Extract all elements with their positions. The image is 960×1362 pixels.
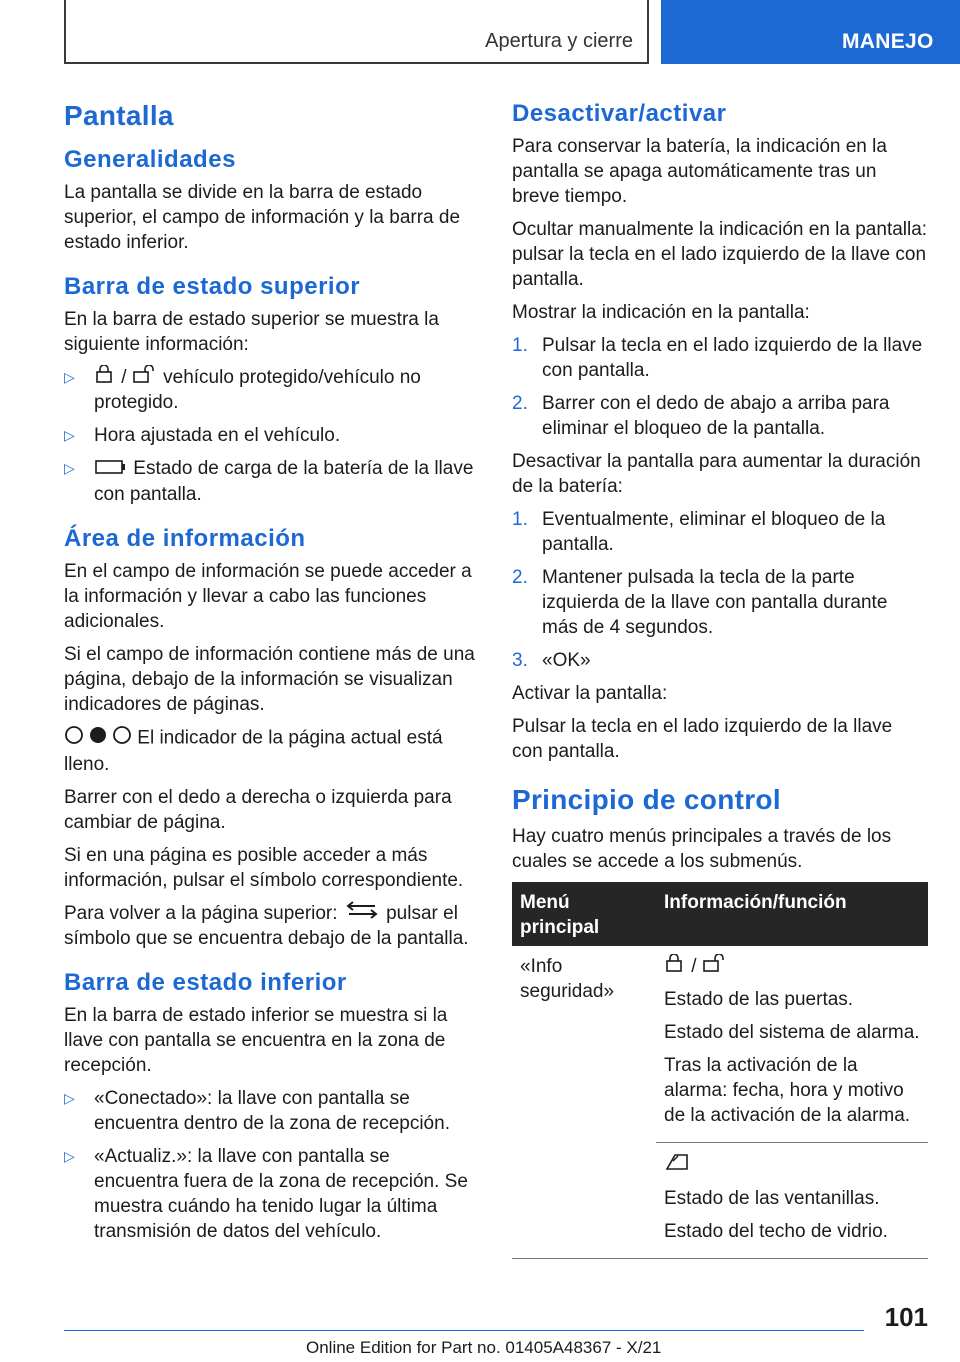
footer-divider <box>64 1330 864 1331</box>
list-item <box>64 365 478 415</box>
menu-table <box>512 882 928 1259</box>
heading-barra-inferior: Barra de estado inferior <box>64 969 347 997</box>
step-item <box>512 507 928 557</box>
step-text: Mantener pulsada la tecla de la parte izquierda de la llave con pantalla durante más de 4 segundos. <box>542 567 888 638</box>
info-line: Estado del techo de vidrio. <box>664 1221 888 1243</box>
step-item <box>512 648 928 673</box>
desactivar-p3: Mostrar la indicación en la pantalla: <box>512 302 810 323</box>
lock-icons-row <box>664 954 920 979</box>
table-header-menu: Menú principal <box>512 882 656 946</box>
step-item <box>512 333 928 383</box>
area-info-p3: El indicador de la página actual está lleno. <box>64 727 443 775</box>
battery-icon <box>94 457 128 482</box>
step-item <box>512 391 928 441</box>
locked-icon <box>94 365 116 390</box>
heading-area-informacion: Área de información <box>64 524 306 552</box>
list-item-text: Hora ajustada en el vehículo. <box>94 425 341 447</box>
table-cell-info <box>656 1143 928 1259</box>
area-info-p4: Barrer con el dedo a derecha o izquierda para cambiar de página. <box>64 786 452 833</box>
step-number: 3. <box>512 650 528 671</box>
triangle-bullet-icon: ▷ <box>64 460 75 477</box>
heading-barra-superior: Barra de estado superior <box>64 273 361 300</box>
right-column <box>512 100 928 1259</box>
area-info-p6b: pulsar el símbolo que se encuentra debajo de la pantalla. <box>64 902 469 950</box>
info-line: Estado del sistema de alarma. <box>664 1022 920 1044</box>
barra-inferior-text: En la barra de estado inferior se muestra si la llave con pantalla se encuentra en la zona de recepción. <box>64 1005 448 1077</box>
desactivar-p5: Activar la pantalla: <box>512 683 668 704</box>
step-text: «OK» <box>542 650 591 671</box>
step-number: 1. <box>512 509 528 530</box>
unlocked-icon <box>132 365 158 390</box>
header-tab[interactable] <box>661 0 960 64</box>
back-arrow-icon <box>343 901 381 926</box>
unlocked-icon <box>702 954 728 979</box>
locked-icon <box>664 954 686 979</box>
step-number: 1. <box>512 335 528 356</box>
list-item <box>64 1144 478 1244</box>
barra-superior-text: En la barra de estado superior se muestra la siguiente información: <box>64 309 439 355</box>
table-header-row <box>512 882 928 946</box>
left-column <box>64 100 478 1252</box>
barra-inferior-list <box>64 1086 478 1244</box>
table-row <box>512 946 928 1143</box>
window-icon <box>664 1151 690 1178</box>
desactivar-p6: Pulsar la tecla en el lado izquierdo de la llave con pantalla. <box>512 716 893 762</box>
mostrar-steps <box>512 333 928 441</box>
desactivar-p2: Ocultar manualmente la indicación en la pantalla: pulsar la tecla en el lado izquierdo de la llave con pantalla. <box>512 219 928 290</box>
step-text: Eventualmente, eliminar el bloqueo de la pantalla. <box>542 509 886 555</box>
header-section-box <box>64 0 649 64</box>
area-info-p5: Si en una página es posible acceder a más información, pulsar el símbolo correspondiente. <box>64 844 464 891</box>
triangle-bullet-icon: ▷ <box>64 1090 75 1107</box>
page-indicator-icon <box>64 725 132 752</box>
area-info-p3-row <box>64 725 478 777</box>
area-info-p6-row <box>64 901 478 951</box>
window-icon-row <box>664 1151 920 1178</box>
page-title: Pantalla <box>64 100 174 131</box>
header-section-title: Apertura y cierre <box>485 30 633 52</box>
list-item-text: «Conectado»: la llave con pantalla se encuentra dentro de la zona de recepción. <box>94 1088 450 1135</box>
list-item-text: vehículo protegido/vehículo no protegido. <box>94 367 421 414</box>
list-item <box>64 1086 478 1136</box>
info-line: Estado de las ventanillas. <box>664 1188 880 1210</box>
table-cell-info <box>656 946 928 1143</box>
step-number: 2. <box>512 393 528 414</box>
area-info-p6a: Para volver a la página superior: <box>64 902 338 924</box>
table-cell-menu: «Info seguridad» <box>520 956 615 1002</box>
icon-separator: / <box>121 367 127 388</box>
area-info-p1: En el campo de información se puede acceder a la información y llevar a cabo las funciones adicionales. <box>64 560 472 632</box>
list-item <box>64 456 478 506</box>
step-number: 2. <box>512 567 528 588</box>
list-item-text: «Actualiz.»: la llave con pantalla se encuentra fuera de la zona de recepción. Se muestra cuándo ha tenido lugar la última transmisión de datos del vehículo. <box>94 1146 468 1243</box>
triangle-bullet-icon: ▷ <box>64 369 75 385</box>
header-tab-label: MANEJO <box>842 30 934 53</box>
desactivar-p1: Para conservar la batería, la indicación en la pantalla se apaga automáticamente tras un breve tiempo. <box>512 136 887 207</box>
footer-edition: Online Edition for Part no. 01405A48367 - X/21 <box>306 1338 662 1357</box>
principio-text: Hay cuatro menús principales a través de los cuales se accede a los submenús. <box>512 826 892 872</box>
info-line: Tras la activación de la alarma: fecha, hora y motivo de la activación de la alarma. <box>664 1055 911 1127</box>
heading-desactivar: Desactivar/activar <box>512 100 727 127</box>
step-item <box>512 565 928 640</box>
desactivar-p4: Desactivar la pantalla para aumentar la duración de la batería: <box>512 451 921 497</box>
step-text: Pulsar la tecla en el lado izquierdo de la llave con pantalla. <box>542 335 923 381</box>
area-info-p2: Si el campo de información contiene más de una página, debajo de la información se visualizan indicadores de páginas. <box>64 643 475 715</box>
info-line: Estado de las puertas. <box>664 989 854 1011</box>
table-cell-menu <box>512 1143 656 1259</box>
generalidades-text: La pantalla se divide en la barra de estado superior, el campo de información y la barra de estado inferior. <box>64 182 461 253</box>
table-row <box>512 1143 928 1259</box>
page-number: 101 <box>884 1302 928 1332</box>
desactivar-steps <box>512 507 928 673</box>
heading-generalidades: Generalidades <box>64 146 236 173</box>
triangle-bullet-icon: ▷ <box>64 427 75 444</box>
step-text: Barrer con el dedo de abajo a arriba para eliminar el bloqueo de la pantalla. <box>542 393 890 439</box>
barra-superior-list <box>64 365 478 507</box>
table-header-info: Información/función <box>656 882 928 946</box>
list-item <box>64 423 478 448</box>
icon-separator: / <box>691 956 697 977</box>
list-item-text: Estado de carga de la batería de la llave con pantalla. <box>94 458 474 505</box>
heading-principio-control: Principio de control <box>512 784 781 815</box>
triangle-bullet-icon: ▷ <box>64 1148 75 1165</box>
